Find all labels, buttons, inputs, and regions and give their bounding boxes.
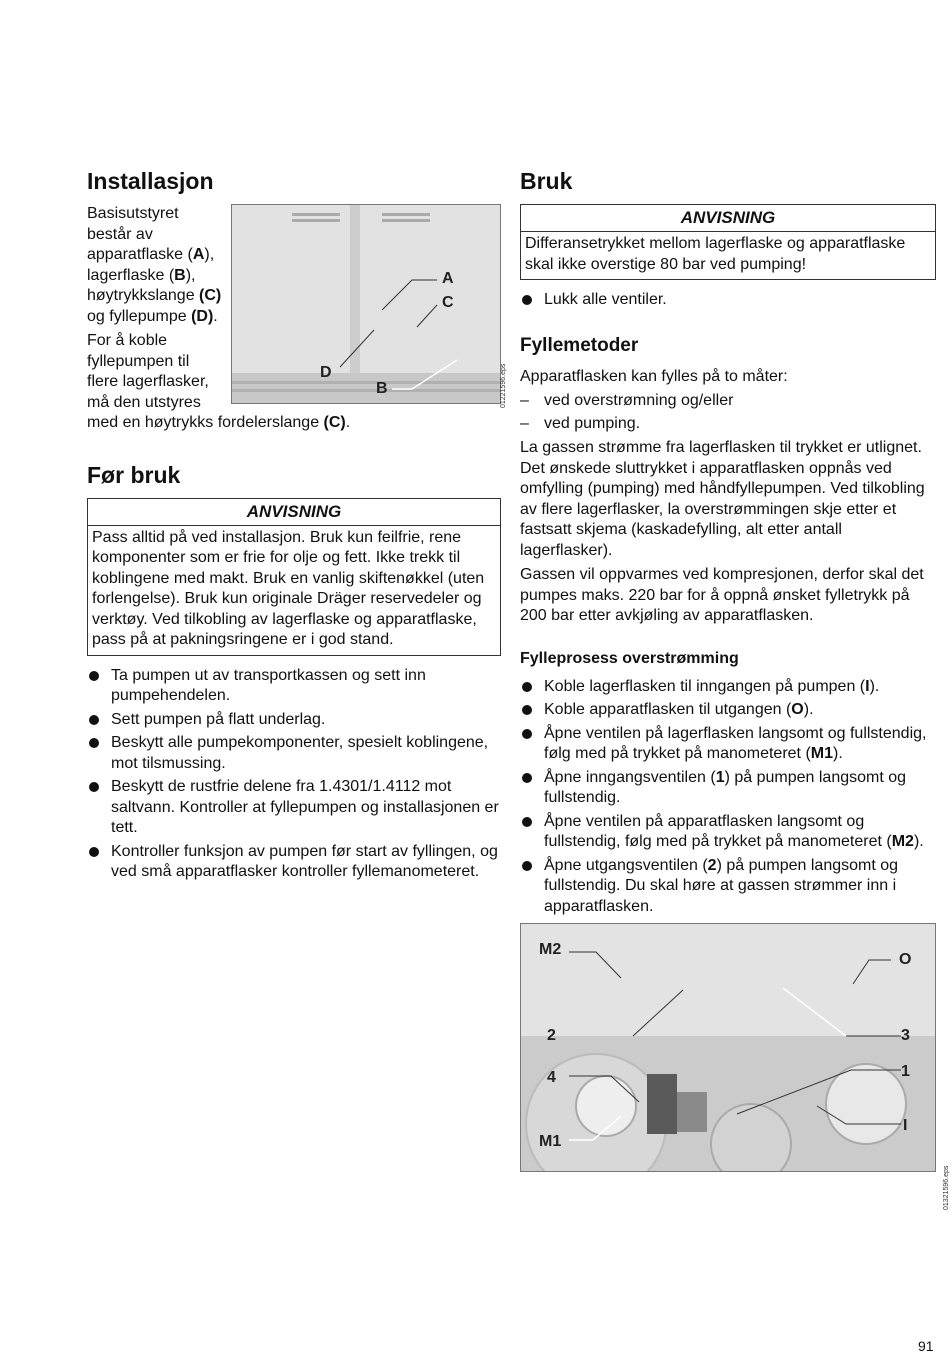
figure-code-2: 01321596.eps — [943, 1165, 950, 1210]
before-use-list — [87, 666, 501, 883]
use-notice — [520, 204, 936, 280]
list-item: Kontroller funksjon av pumpen før start av fyllingen, og ved små apparatflasker kontroller fyllemanometeret. — [87, 842, 501, 883]
notice-title: ANVISNING — [521, 205, 935, 232]
list-item: Åpne utgangsventilen (2) på pumpen langsomt og fullstendig. Du skal høre at gassen strømmer inn i apparatflasken. — [520, 856, 936, 918]
label-C: C — [442, 294, 454, 311]
fill-methods-heading: Fyllemetoder — [520, 334, 639, 356]
label-M1: M1 — [539, 1133, 562, 1150]
list-item: Åpne ventilen på lagerflasken langsomt og fullstendig, følg med på trykket på manometeret (M1). — [520, 724, 936, 765]
label-4: 4 — [547, 1069, 556, 1086]
list-item: – ved overstrømning og/eller — [520, 391, 936, 412]
pump-setup-drawing — [232, 205, 501, 404]
list-item: Åpne ventilen på apparatflasken langsomt og fullstendig, følg med på trykket på manometeret (M2). — [520, 812, 936, 853]
installation-heading: Installasjon — [87, 168, 214, 194]
right-column — [520, 166, 936, 1172]
list-item: Sett pumpen på flatt underlag. — [87, 710, 501, 731]
notice-title: ANVISNING — [88, 499, 500, 526]
list-item: – ved pumping. — [520, 414, 936, 435]
notice-text: Differansetrykket mellom lagerflaske og apparatflaske skal ikke overstige 80 bar ved pumping! — [525, 235, 906, 273]
fill-methods-list — [520, 391, 936, 434]
page-number: 91 — [918, 1338, 934, 1354]
use-list — [520, 290, 936, 311]
label-O: O — [899, 951, 912, 968]
before-use-heading: Før bruk — [87, 461, 181, 488]
installation-paragraph-1: Basisutstyret består av apparatflaske (A), lagerflaske (B), høytrykkslange (C) og fyllepumpe (D). — [87, 205, 222, 325]
list-item: Beskytt alle pumpekomponenter, spesielt koblingene, mot tilsmussing. — [87, 733, 501, 774]
label-M2: M2 — [539, 941, 562, 958]
figure-code-1: 01221596.eps — [500, 363, 507, 408]
label-A: A — [442, 270, 454, 287]
fill-methods-paragraph-2: Gassen vil oppvarmes ved kompresjonen, derfor skal det pumpes maks. 220 bar for å oppnå ønsket fylletrykk på 200 bar etter avkjøling av apparatflasken. — [520, 566, 924, 624]
list-item: Åpne inngangsventilen (1) på pumpen langsomt og fullstendig. — [520, 768, 936, 809]
list-item: Koble lagerflasken til inngangen på pumpen (I). — [520, 677, 936, 698]
list-item: Koble apparatflasken til utgangen (O). — [520, 700, 936, 721]
left-column — [87, 166, 501, 886]
list-item: Beskytt de rustfrie delene fra 1.4301/1.4112 mot saltvann. Kontroller at fyllepumpen og installasjonen er tett. — [87, 777, 501, 839]
label-2: 2 — [547, 1027, 556, 1044]
use-heading: Bruk — [520, 168, 573, 194]
label-1: 1 — [901, 1063, 910, 1080]
list-item: Ta pumpen ut av transportkassen og sett inn pumpehendelen. — [87, 666, 501, 707]
label-3: 3 — [901, 1027, 910, 1044]
label-B: B — [376, 380, 388, 397]
label-I: I — [903, 1117, 908, 1134]
pump-setup-figure — [231, 204, 501, 404]
pump-valves-figure — [520, 923, 936, 1172]
list-item: Lukk alle ventiler. — [520, 290, 936, 311]
label-D: D — [320, 364, 332, 381]
pump-valves-drawing — [521, 924, 936, 1172]
notice-text: Pass alltid på ved installasjon. Bruk kun feilfrie, rene komponenter som er frie for olje og fett. Ikke trekk til koblingene med makt. Bruk en vanlig skiftenøkkel (uten forlengelse). Bruk kun originale Dräger reservedeler og verktøy. Ved tilkobling av lagerflaske og apparatflaske, pass på at pakningsringene er i god stand. — [92, 528, 485, 648]
process-list — [520, 677, 936, 918]
fill-methods-paragraph-1: La gassen strømme fra lagerflasken til trykket er utlignet. Det ønskede sluttrykket i apparatflasken oppnås ved omfylling (pumping) med håndfyllepumpen. Ved tilkobling av flere lagerflasker, la overstrømmingen skje etter et fastsatt skjema (kaskadefylling, alt etter antall lagerflasker). — [520, 439, 925, 559]
process-heading: Fylleprosess overstrømming — [520, 649, 739, 667]
installation-paragraph-2: For å koble fyllepumpen til flere lagerflasker, må den utstyres med en høytrykks fordelerslange (C). — [87, 332, 351, 431]
before-use-notice — [87, 498, 501, 656]
fill-methods-intro: Apparatflasken kan fylles på to måter: — [520, 367, 788, 385]
